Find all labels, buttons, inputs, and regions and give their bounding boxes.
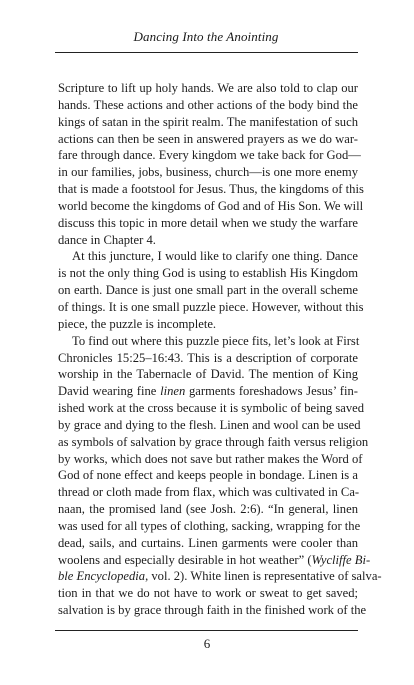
text-line: by works, which does not save but rather makes the Word of [58,451,363,466]
text-run: , vol. 2). White linen is representative of salva- [145,569,382,584]
text-line: Chronicles 15:25–16:43. This is a description of corporate [58,350,358,365]
italic-term: linen [160,384,186,399]
text-line: dance in Chapter 4. [58,232,156,247]
text-line: by grace and dying to the flesh. Linen and wool can be used [58,417,361,432]
text-line: At this juncture, I would like to clarify one thing. Dance [72,249,358,264]
footer-rule [55,630,358,631]
header-rule [55,52,358,53]
text-line: actions can then be seen in answered prayers as we do war- [58,131,358,146]
text-line: naan, the promised land (see Josh. 2:6). “In general, linen [58,502,358,517]
text-line: of things. It is one small puzzle piece. However, without this [58,299,364,314]
text-line: on earth. Dance is just one small part in the overall scheme [58,283,358,298]
text-line: hands. These actions and other actions of the body bind the [58,97,358,112]
text-run: David wearing fine [58,384,161,399]
text-line: salvation is by grace through faith in the finished work of the [58,603,367,618]
text-run: woolens and especially desirable in hot weather” ( [58,552,312,567]
text-line [58,568,382,585]
text-line: To find out where this puzzle piece fits, let’s look at First [72,333,360,348]
text-line: discuss this topic in more detail when we study the warfare [58,215,358,230]
text-line: kings of satan in the spirit realm. The manifestation of such [58,114,358,129]
text-line: Scripture to lift up holy hands. We are also told to clap our [58,81,358,95]
text-line: dead, sails, and curtains. Linen garments were cooler than [58,535,358,550]
paragraph-2 [58,248,364,332]
text-line [58,383,358,400]
body-text [58,80,382,619]
text-line: was used for all types of clothing, sacking, wrapping for the [58,518,361,533]
running-head-title: Dancing Into the Anointing [133,29,279,44]
text-line: ished work at the cross because it is symbolic of being saved [58,401,365,416]
text-line: thread or cloth made from flax, which was cultivated in Ca- [58,485,360,500]
paragraph-1 [58,80,364,248]
text-line: fare through dance. Every kingdom we take back for God— [58,148,361,163]
paragraph-3 [58,333,382,619]
italic-citation: Wycliffe Bi- [311,552,371,567]
text-line: piece, the puzzle is incomplete. [58,316,217,331]
italic-citation: ble Encyclopedia [58,569,146,584]
text-line: in our families, jobs, business, church—is one more enemy [58,165,358,180]
text-line: is not the only thing God is using to establish His Kingdom [58,266,358,281]
text-line: as symbols of salvation by grace through faith versus religion [58,434,369,449]
text-line: worship in the Tabernacle of David. The mention of King [58,367,358,382]
page-number: 6 [203,636,211,651]
text-line [58,552,371,569]
text-line: that is made a footstool for Jesus. Thus, the kingdoms of this [58,182,364,197]
text-run: garments foreshadows Jesus’ fin- [185,384,358,399]
text-line: tion in that we do not have to work or sweat to get saved; [58,586,358,601]
text-line: world become the kingdoms of God and of His Son. We will [58,198,364,213]
text-line: God of none effect and keeps people in bondage. Linen is a [58,468,358,483]
